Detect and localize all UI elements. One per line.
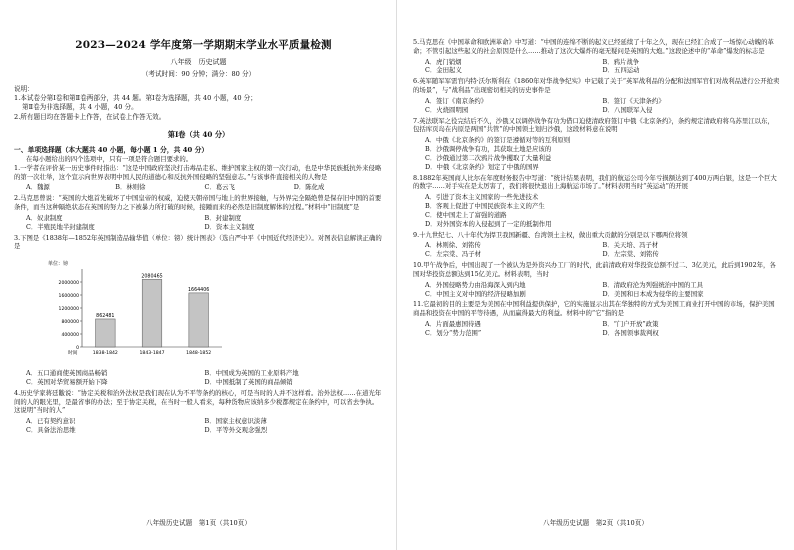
page-footer: 八年级历史试题 第2页（共10页） — [543, 518, 648, 527]
bar — [189, 293, 209, 347]
option: C．划分“势力范围” — [425, 328, 482, 337]
options-q9 — [425, 241, 780, 259]
y-tick-label: 1600000 — [58, 294, 79, 300]
x-tick-label: 1848-1852 — [186, 351, 212, 357]
option: A．引进了资本主义国家的一些先进技术 — [425, 193, 539, 202]
data-label: 1664406 — [187, 288, 210, 294]
option: C．半殖民地半封建制度 — [26, 222, 95, 231]
options-q11 — [425, 320, 780, 338]
options-q10 — [425, 281, 780, 299]
exam-title: 2023—2024 学年度第一学期期末学业水平质量检测 — [75, 39, 332, 51]
options-q6 — [425, 97, 780, 115]
option: B．中国成为英国的工业原料产地 — [204, 369, 299, 378]
option: C．沙俄通过第二次鸦片战争攫取了大量利益 — [425, 153, 552, 162]
y-axis-label: 单位：镑 — [48, 261, 69, 268]
options-q7 — [425, 136, 780, 171]
y-tick-label: 400000 — [61, 333, 79, 339]
data-label: 2080465 — [141, 274, 163, 280]
option: A．林则徐、刘铭传 — [425, 241, 481, 250]
question-1: 1.一学者在评价某一历史事件时指出：“这是中国政府坚决打击毒品走私、维护国家主权的第一次行动，也是中华民族抵抗外来侵略的第一次壮举，这个宣示向世界表明中国人民的道德心和反抗外国侵略的坚强意志。”与该事件直接相关的人物是 — [14, 163, 382, 181]
page-2 — [397, 0, 794, 550]
options-q1 — [26, 183, 383, 192]
option: C．使中国走上了富强的道路 — [425, 210, 507, 219]
option: A．魏源 — [26, 183, 50, 192]
option: B．鸦片战争 — [602, 57, 640, 66]
option: C．火烧圆明园 — [425, 105, 469, 114]
option: C．金田起义 — [425, 66, 462, 75]
options-q8 — [425, 193, 780, 228]
option: A．已有契约意识 — [26, 417, 76, 426]
x-tick-label: 1843-1847 — [139, 351, 165, 357]
option: B．“门户开放”政策 — [602, 320, 659, 329]
option: B．林则徐 — [115, 183, 146, 192]
options-q4 — [26, 417, 383, 435]
exam-subtitle: 八年级 历史试题 — [170, 58, 227, 67]
note-line: 1.本试卷分第Ⅰ卷和第Ⅱ卷两部分，共 44 题。第Ⅰ卷为选择题，共 40 小题，40 分； — [14, 94, 257, 103]
option: D．美国和日本成为侵华的主要国家 — [602, 289, 704, 298]
question-3: 3.下图是《1838年—1852年英国制造品输华值（单位：镑）统计图表》（选自严中平《中国近代经济史》）。对图表信息解读正确的是 — [14, 233, 382, 251]
bar-chart — [44, 255, 234, 363]
option: B．国家主权意识淡薄 — [204, 417, 267, 426]
option: D．五四运动 — [602, 66, 640, 75]
question-5: 5.马克思在《中国革命和欧洲革命》中写道：“中国的连绵不断的起义已经延续了十年之久，现在已经汇合成了一场惊心动魄的革命；不管引起这些起义的社会原因是什么……推动了这次大爆炸的毫无疑问是英国的大炮。”这段论述中的“革命”爆发的标志是 — [413, 38, 774, 55]
notes-head: 说明： — [14, 85, 34, 94]
option: B．封建制度 — [204, 213, 242, 222]
question-9: 9.十九世纪七、八十年代为捍卫我国新疆、台湾领土主权，做出重大贡献的分别是以下哪两位将领 — [413, 230, 688, 239]
option: D．平等外交观念强烈 — [204, 426, 268, 434]
question-8: 8.1882年英国商人比尔在年度财务报告中写道：“统计结果表明，我们的航运公司今年亏损额达到了400万两白银，这是一个巨大的数字……对手实在是太厉害了，我们将很快退出上海航运市场了。”材料表明当时“英运动”的开展 — [413, 173, 777, 191]
option: A．中俄《北京条约》的签订是遵循对等的互利原则 — [425, 136, 571, 145]
option: D．中国抵制了英国的商品倾销 — [204, 377, 293, 386]
data-label: 862481 — [96, 314, 115, 320]
y-tick-label: 1200000 — [58, 307, 79, 313]
option: A．虎门销烟 — [425, 57, 462, 66]
option: D．陈化成 — [293, 183, 325, 192]
option: B．签订《天津条约》 — [602, 96, 665, 105]
question-11: 11.它最初的目的主要是为美国在中国利益提供保护，它的实施显示出其在华独特的方式为美国工商业打开中国的市场，保护美国商品和投资在中国的平等待遇，从而赢得最大的利益。材料中的“它”指的是 — [413, 300, 775, 318]
option: D．各国领事裁判权 — [602, 328, 659, 337]
option: C．中国主义对中国的经济侵略加剧 — [425, 289, 526, 298]
option: C．左宗棠、冯子材 — [425, 250, 482, 259]
note-line: 2.所有题目均在答题卡上作答，在试卷上作答无效。 — [14, 112, 166, 121]
question-10: 10.甲午战争后，中国出现了一个被认为是外资兴办工厂的时代，此前清政府对华投资总额不过二、3亿美元，此后到1902年，各国对华投资总额达到15亿美元。材料表明，当时 — [413, 261, 776, 278]
part-desc: 在每小题给出的四个选项中，只有一项是符合题目要求的。 — [26, 154, 193, 163]
question-2: 2.马克思曾说：“英国的大炮首先破坏了中国皇帝的权威，迫使天朝帝国与地上的世界接触，与外界完全隔绝曾是保存旧中国的首要条件，而当这种隔绝状态在英国的努力之下被暴力所打破的时候，接踵而来的必然是旧制度解体的过程。”材料中“旧制度”是 — [14, 194, 382, 212]
question-6: 6.英军随军军需官内特·沃尔斯利在《1860年对华战争纪实》中记载了关于“英军战利品的分配和法国军官们对战利品进行公开抢卖的场景”，与“战利品”出现密切相关的历史事件是 — [413, 77, 780, 95]
section-title: 第Ⅰ卷（共 40 分） — [167, 129, 230, 139]
option: C．具备法治思维 — [26, 426, 76, 434]
part-title: 一、单项选择题（本大题共 40 小题，每小题 1 分，共 40 分） — [14, 145, 209, 154]
option: B．沙俄调停战争有功，其获取土地是应该的 — [425, 145, 552, 154]
y-tick-label: 2000000 — [58, 281, 79, 287]
question-7: 7.英法联军之役完结后不久，沙俄又以调停战争有功为借口迫使清政府签订中俄《北京条约》，条约规定清政府将乌苏里江以东，包括库页岛在内原是两国“共管”的中国领土划归沙俄，这段材料意在说明 — [413, 116, 774, 134]
option: A．五口通商使英国商品畅销 — [26, 369, 108, 378]
instructions — [14, 85, 383, 121]
option: A．签订《南京条约》 — [425, 96, 488, 105]
option: D．左宗棠、刘铭传 — [602, 250, 659, 259]
x-tick-label: 1838-1842 — [92, 351, 118, 357]
option: D．资本主义制度 — [204, 222, 255, 231]
option: D．对外国资本的入侵起到了一定的抵制作用 — [425, 219, 552, 228]
options-q3 — [26, 369, 383, 387]
exam-info: （考试时间：90 分钟；满分：80 分） — [141, 70, 256, 79]
options-q5 — [425, 58, 780, 76]
option: A．外国侵略势力由沿海深入到内地 — [425, 280, 526, 289]
note-line: 第Ⅱ卷为非选择题，共 4 小题，40 分。 — [22, 103, 138, 112]
y-tick-label: 800000 — [61, 320, 79, 326]
option: B．关天培、冯子材 — [602, 241, 659, 250]
bar — [142, 280, 162, 348]
page-footer: 八年级历史试题 第1页（共10页） — [146, 518, 251, 527]
option: A．奴隶制度 — [26, 213, 63, 222]
options-q2 — [26, 214, 383, 232]
option: D．八国联军入侵 — [602, 105, 653, 114]
option: D．中俄《北京条约》划定了中俄的国界 — [425, 162, 539, 171]
question-4: 4.历史学家蒋廷黻说：“协定关税和治外法权是我们现在认为不平等条约的核心，可是当时的人并不这样看。治外法权……在道光年间的人的眼光里，是最省事的办法；至于协定关税，在当时一般人看来，每种货物应该纳多少税都规定在条约中，可以省去争执。这说明“当时的人” — [14, 388, 382, 415]
option: B．清政府沦为列强统治中国的工具 — [602, 280, 704, 289]
bar — [96, 319, 116, 347]
y-tick-label: 0 — [76, 346, 79, 352]
option: A．片面最惠国待遇 — [425, 320, 481, 329]
option: C．葛云飞 — [204, 183, 235, 192]
option: C．英国对华贸易额开始下降 — [26, 377, 108, 386]
option: B．客观上促进了中国民族资本主义的产生 — [425, 202, 545, 211]
x-axis-label: 时间 — [68, 351, 78, 357]
